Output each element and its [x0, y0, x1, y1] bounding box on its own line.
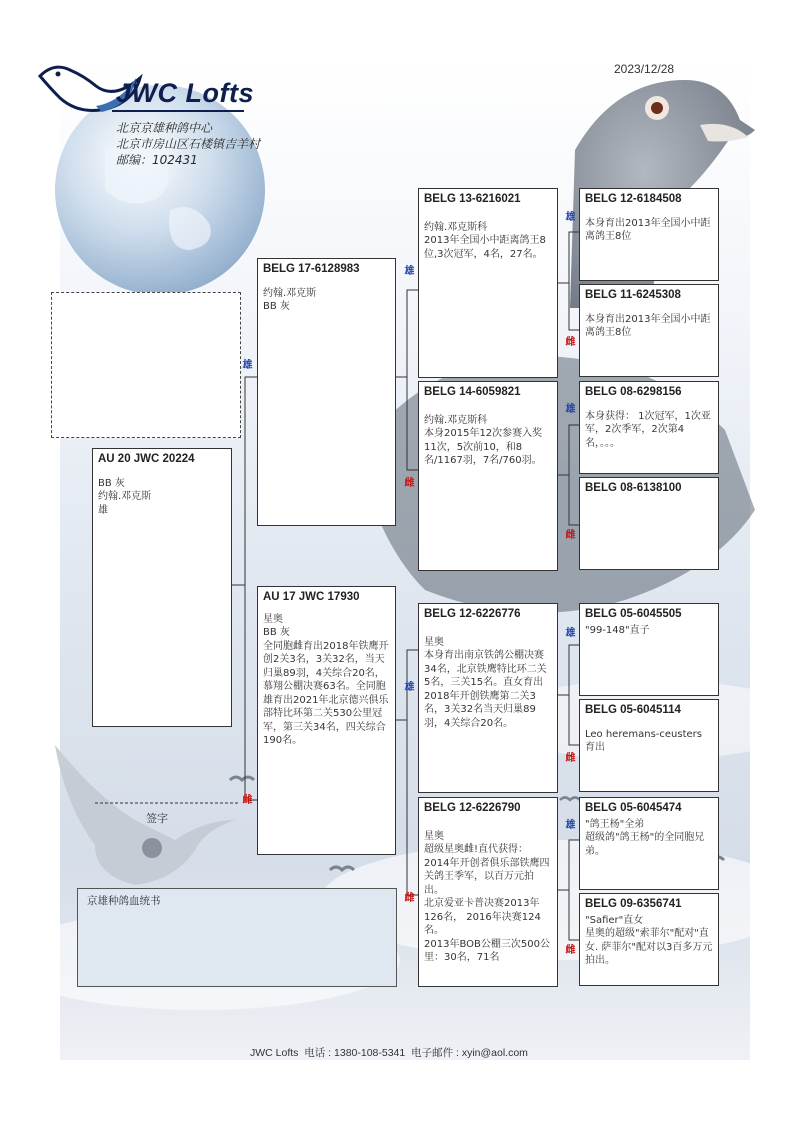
certificate-box [77, 888, 397, 987]
address-line-1: 北京京雄种鸽中心 [116, 121, 213, 135]
dss-ring-number: BELG 05-6045505 [585, 608, 682, 620]
sex-mark-dsd: 雌 [565, 753, 576, 764]
ssd-ring-number: BELG 11-6245308 [585, 289, 681, 301]
ssd-box [579, 284, 719, 377]
sdd-ring-number: BELG 08-6138100 [585, 482, 682, 494]
subject-sex: 雄 [98, 504, 108, 516]
dam-sire-ring-number: BELG 12-6226776 [424, 608, 521, 620]
sdd-box [579, 477, 719, 570]
photo-placeholder [51, 292, 241, 438]
certificate-title: 京雄种鸽血统书 [87, 895, 161, 907]
address-line-2: 北京市房山区石楼镇吉羊村 [116, 137, 261, 151]
dds-description: "鸽王杨"全弟 超级鸽"鸽王杨"的全同胞兄弟。 [585, 818, 705, 857]
dss-box [579, 603, 719, 696]
ddd-description: "Safier"直女 星奥的超级"索菲尔"配对"直女. 萨菲尔"配对以3百多万元拍出。 [585, 914, 713, 966]
sex-mark-ss: 雄 [404, 266, 415, 277]
dam-sire-box [418, 603, 558, 793]
subject-color: BB 灰 [98, 477, 125, 489]
dsd-description: Leo heremans-ceusters 育出 [585, 728, 706, 753]
sire-box [257, 258, 396, 526]
dam-box [257, 586, 396, 855]
dsd-ring-number: BELG 05-6045114 [585, 704, 681, 716]
sire-sire-description: 约翰.邓克斯科 2013年全国小中距离鸽王8位,3次冠军，4名，27名。 [424, 221, 546, 260]
ddd-box [579, 893, 719, 986]
sss-box [579, 188, 719, 281]
sex-mark-dd: 雌 [404, 893, 415, 904]
sds-description: 本身获得： 1次冠军，1次亚军，2次季军，2次第4名，。。。 [585, 410, 711, 449]
sss-ring-number: BELG 12-6184508 [585, 193, 682, 205]
footer-contact: JWC Lofts 电话 : 1380-108-5341 电子邮件 : xyin@aol.com [250, 1047, 528, 1059]
dds-box [579, 797, 719, 890]
sex-mark-sire: 雄 [242, 360, 253, 371]
sex-mark-sdd: 雌 [565, 530, 576, 541]
sire-sire-box [418, 188, 558, 378]
subject-breeder: 约翰.邓克斯 [98, 491, 152, 502]
sex-mark-ds: 雄 [404, 682, 415, 693]
sex-mark-dam: 雌 [242, 795, 253, 806]
brand-title: JWC Lofts [116, 78, 254, 108]
postcode: 邮编：102431 [116, 153, 198, 167]
signature-label: 签字 [146, 812, 168, 825]
sire-description: 约翰.邓克斯 BB 灰 [263, 287, 317, 312]
sex-mark-dss: 雄 [565, 628, 576, 639]
dsd-box [579, 699, 719, 792]
sss-description: 本身育出2013年全国小中距离鸽王8位 [585, 217, 711, 242]
sire-dam-box [418, 381, 558, 571]
sex-mark-sd: 雌 [404, 478, 415, 489]
subject-pigeon-box [92, 448, 232, 727]
dss-description: "99-148"直子 [585, 624, 650, 636]
sds-box [579, 381, 719, 474]
dam-sire-description: 星奥 本身育出南京铁鸽公棚决赛34名，北京铁鹰特比环二关5名，三关15名。直女育出2018年开创铁鹰第二关3名，3关32名当天归巢89羽，4关综合20名。 [424, 636, 547, 729]
sex-mark-sss: 雄 [565, 212, 576, 223]
sex-mark-ssd: 雌 [565, 337, 576, 348]
sex-mark-sds: 雄 [565, 404, 576, 415]
sire-dam-description: 约翰.邓克斯科 本身2015年12次参赛入奖11次，5次前10，和8名/1167羽，7名/760羽。 [424, 414, 543, 466]
ddd-ring-number: BELG 09-6356741 [585, 898, 682, 910]
sex-mark-ddd: 雌 [565, 945, 576, 956]
dam-dam-ring-number: BELG 12-6226790 [424, 802, 521, 814]
dam-dam-description: 星奥 超级星奥雌!直代获得：2014年开创者俱乐部铁鹰四关鸽王季军，以百万元拍出。 北京爱亚卡普决赛2013年126名， 2016年决赛124名。 2013年BOB公棚三次500公里：30名，71名 [424, 830, 550, 963]
date-label: 2023/12/28 [614, 62, 675, 76]
subject-ring-number: AU 20 JWC 20224 [98, 453, 195, 465]
dam-ring-number: AU 17 JWC 17930 [263, 591, 360, 603]
sire-sire-ring-number: BELG 13-6216021 [424, 193, 521, 205]
dds-ring-number: BELG 05-6045474 [585, 802, 682, 814]
sds-ring-number: BELG 08-6298156 [585, 386, 682, 398]
sex-mark-dds: 雄 [565, 820, 576, 831]
sire-dam-ring-number: BELG 14-6059821 [424, 386, 521, 398]
ssd-description: 本身育出2013年全国小中距离鸽王8位 [585, 313, 711, 338]
sire-ring-number: BELG 17-6128983 [263, 263, 360, 275]
dam-description: 星奥 BB 灰 全同胞雌育出2018年铁鹰开创2关3名，3关32名，当天归巢89羽，4关综合20名，慕翔公棚决赛63名。全同胞雄育出2021年北京德兴俱乐部特比环第二关530公里冠军，第三关34名，四关综合190名。 [263, 613, 389, 746]
dam-dam-box [418, 797, 558, 987]
